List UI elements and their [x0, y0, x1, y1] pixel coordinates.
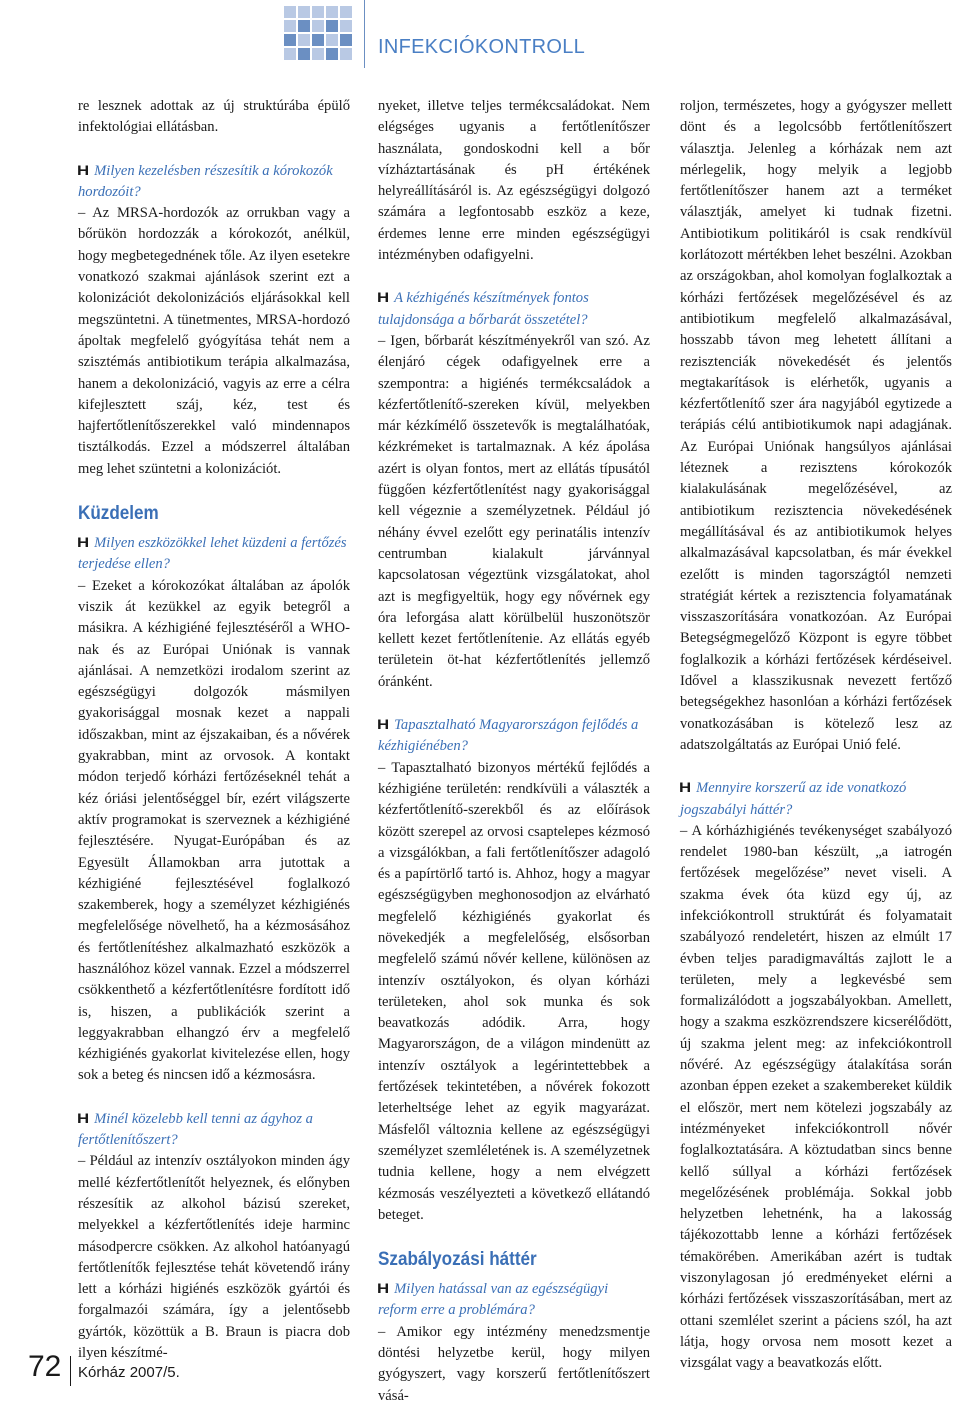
column-3 [680, 96, 952, 1375]
question [78, 160, 350, 204]
paragraph: – A kórházhigiénés tevékenységet szabályozó rendelet 1980-ban készült, „a iatrogén fertőzések megelőzése” nevet viseli. A szakma évek óta küzd egy új, az infekciókontroll struktúrát és folyamatait szabályozó rendeletért, hiszen az elmúlt 17 évben teljes paradigmaváltás zajlott le a területen, mely a legkevésbé sem formalizálódott a jogszabályokban. Amellett, hogy a szakma eszközrendszere kicserélődött, új szakma jelent meg: az infekciókontroll nővéré. Az egészségügy átalakítása során azonban éppen ezeket a szakembereket küldik el először, mert nem kötelezi jogszabály az intézményeket infekciókontroll nővér foglalkoztatására. A köztudatban sincs benne kellő súllyal a kórházi fertőzések megelőzésének problémája. Sokkal jobb helyzetben lehetnénk, ha a lakosság tájékozottabb lenne a kórházi fertőzések témakörében. Amerikában azért is tudtak viszonylagosan jó eredményeket elérni a kórházi fertőzések visszaszorításában, mert az ottani szemlélet szerint a páciens szól, ha azt látja, hogy orvosa nem mosott kezet a vizsgálat vagy a beavatkozás előtt. [680, 822, 952, 1372]
paragraph: – Ezeket a kórokozókat általában az ápolók viszik át kezükkel az egyik betegről a másikra. A kézhigiéné fejlesztéséről a WHO-nak és az Európai Uniónak is vannak ajánlásai. A nemzetközi irodalom szerint az egészségügyi dolgozók másmilyen gyakorisággal mosnak kezet a nappali időszakban, mint az éjszakaiban, és a nővérek gyakrabban, mint az orvosok. A kontakt módon terjedő kórházi fertőzéseknél tehát a kéz óriási jelentőséggel bír, ezért világszerte aktív programokat is szerveznek a kézhigiéné fejlesztésére. Nyugat-Európában és az Egyesült Államokban arra jutottak a kézhigiéné fejlesztésével foglalkozó szakemberek, hogy a személyzet kézhigiénés megfelelősége növelhető, ha a kézmosásához és fertőtlenítéshez alkalmazható eszközök a használóhoz közel vannak. Ezzel a módszerrel csökkenthető a kézfertőtlenítésre fordított idő is, hiszen, a publikációk szerint a leggyakrabban elhangzó érv a megfelelő kézhigiénés gyakorlat kivitelezése ellen, hogy sok a beteg és nincsen idő a kézmosásra. [78, 577, 350, 1084]
question-text: Mennyire korszerű az ide vonatkozó jogszabályi háttér? [680, 780, 907, 818]
question-marker-icon: H [76, 534, 90, 551]
question-text: Tapasztalható Magyarországon fejlődés a kézhigiénében? [378, 717, 639, 755]
question-marker-icon: H [376, 289, 390, 306]
question [378, 1278, 650, 1322]
subheading: Szabályozási háttér [378, 1249, 537, 1271]
question [680, 777, 952, 821]
question-marker-icon: H [376, 716, 390, 733]
subheading: Küzdelem [78, 503, 159, 525]
question [378, 714, 650, 758]
page-number: 72 [28, 1350, 62, 1383]
question [378, 287, 650, 331]
paragraph: – Tapasztalható bizonyos mértékű fejlődés a kézhigiéne területén: rendkívüli a választék a kézfertőtlenítő-szerekből és az előírások között szerepel az orvosi csaptelepes kézmosó a vizsgálókban, a fali fertőtlenítőszer adagoló és a papírtörlő tartó is. Ahhoz, hogy a magyar egészségügyben meghonosodjon az elvárható megfelelő kézhigiénés gyakorlat és növekedjék a megfelelőség, elsősorban megfelelő számú nővér kellene, különösen az intenzív osztályokon, és olyan kórházi területeken, ahol sok munka és sok beavatkozás adódik. Arra, hogy Magyarországon, de a világon mindenütt az intenzív osztályok a legérintettebbek a fertőzések tekintetében, a nővérek fokozott leterheltsége lehet az egyik magyarázat. Másfelől változnia kellene az egészségügyi személyzet szemléletének is. A személyzetnek tudnia kellene, hogy a nem elvégzett kézmosás veszélyezteti a következő ellátandó beteget. [378, 759, 650, 1223]
question [78, 532, 350, 576]
paragraph: re lesznek adottak az új struktúrába épülő infektológiai ellátásban. [78, 98, 350, 136]
question [78, 1108, 350, 1152]
column-2 [378, 96, 650, 1407]
footer-divider [70, 1356, 71, 1386]
column-1 [78, 96, 350, 1364]
paragraph: – Az MRSA-hordozók az orrukban vagy a bőrükön hordozzák a kórokozót, anélkül, hogy megbetegednének tőle. Az ilyen esetekre vonatkozó szakmai ajánlások szerint ezt a kolonizációt dekolonizációs eljárásokkal kell megszüntetni. A tünetmentes, MRSA-hordozó ápoltak megfelelő gyógyítása tehát nem a szisztémás antibiotikum terápia alkalmazása, hanem a dekolonizáció, vagyis az erre a célra kifejlesztett száj, kéz, test és hajfertőtlenítőszerekkel való mindennapos tisztálkodás. Ezzel a módszerrel általában meg lehet szüntetni a kolonizációt. [78, 205, 350, 477]
paragraph: – Például az intenzív osztályokon minden ágy mellé kézfertőtlenítőt helyeznek, és előnyben részesítik az alkohol bázisú szereket, melyekkel a kézfertőtlenítés ideje harminc másodpercre csökken. Az alkohol hatóanyagú fertőtlenítők fejlesztése tehát követendő irány lett a kórházi higiénés eszközök gyártói és forgalmazói számára, így a jelentősebb gyártók, közöttük a B. Braun is piacra dob ilyen készítmé- [78, 1153, 350, 1362]
crossword-grid-logo-icon [282, 4, 354, 64]
question-text: A kézhigénés készítmények fontos tulajdonsága a bőrbarát összetétel? [378, 290, 589, 328]
question-text: Milyen kezelésben részesítik a kórokozók hordozóit? [78, 162, 333, 200]
question-marker-icon: H [76, 1109, 90, 1126]
question-marker-icon: H [376, 1280, 390, 1297]
question-text: Milyen hatással van az egészségügyi reform erre a problémára? [378, 1281, 609, 1319]
paragraph: – Igen, bőrbarát készítményekről van szó. Az élenjáró cégek odafigyelnek erre a szempontra: a higiénés termékcsaládok a kézfertőtlenítő-szereken kívül, melyekben már kézkímélő összetevők is megtalálhatóak, kézkrémeket is tartalmaznak. A kéz ápolása azért is olyan fontos, mert az ellátás típusától függően kézfertőtlenítést nagy gyakorisággal kell végeznie a személyzetnek. Például jó néhány évvel ezelőtt egy perinatális intenzív centrumban kialakult járvánnyal kapcsolatosan végeztünk vizsgálatokat, ahol azt is megfigyeltük, hogy egy nővérnek egy óra leforgása alatt körülbelül huszonötször kellett kezet fertőtlenítenie. Az ellátás egyéb területein öt-hat kézfertőtlenítés jellemző óránként. [378, 332, 650, 690]
journal-issue: Kórház 2007/5. [78, 1364, 180, 1381]
header-divider [364, 0, 365, 68]
question-marker-icon: H [678, 779, 692, 796]
question-text: Minél közelebb kell tenni az ágyhoz a fertőtlenítőszert? [78, 1110, 313, 1149]
paragraph: – Amikor egy intézmény menedzsmentje döntési helyzetbe kerül, hogy milyen gyógyszert, vagy korszerű fertőtlenítőszert vásá- [378, 1323, 650, 1404]
section-title: INFEKCIÓKONTROLL [378, 36, 586, 58]
paragraph: nyeket, illetve teljes termékcsaládokat. Nem elégséges ugyanis a fertőtlenítőszer használata, gondoskodni kell a bőr vízháztartásának és pH értékének helyreállításáról is. Az egészségügyi dolgozó számára a legfontosabb eszköz a keze, érdemes lenne erre minden egészségügyi intézményben odafigyelni. [378, 98, 650, 264]
paragraph: roljon, természetes, hogy a gyógyszer mellett dönt és a legolcsóbb fertőtlenítőszert választja. Jelenleg a kórházak nem azt mérlegelik, hogy melyik a legjobb fertőtlenítőszer hanem azt a terméket választják, amelyet ki tudnak fizetni. Antibiotikum politikáról is csak rendkívül korlátozott mértékben lehet beszélni. Azokban az országokban, ahol komolyan foglalkoztak a kórházi fertőzések megelőzésével és az antibiotikum megfelelő alkalmazásával, hosszabb távon meg lehetett állítani a rezisztenciák növekedését és jelentős megtakarítások is elérhetők, ugyanis a kézfertőtlenítő szer ára nagyjából egytizede a terápiás célú antibiotikumok napi adagjának. Az Európai Uniónak hangsúlyos ajánlásai léteznek a rezisztens kórokozók kialakulásának megelőzésével, az antibiotikum rezisztencia növekedésének megállításával és az antibiotikumok helyes alkalmazásával kapcsolatban, és már évekkel ezelőtt is minden tagországtól nemzeti stratégiát kértek a rezisztencia folyamatának visszaszorítására vonatkozóan. Az Európai Betegségmegelőző Központ is egyre többet foglalkozik a kórházi fertőzések kérdéseivel. Idővel a klasszikusnak nevezett fertőző betegségekhez hasonlóan a kórházi fertőzések vonatkozásában is kötelező lesz az adatszolgáltatás az Európai Unió felé. [680, 98, 952, 753]
question-marker-icon: H [76, 161, 90, 178]
question-text: Milyen eszközökkel lehet küzdeni a fertőzés terjedése ellen? [78, 535, 347, 573]
